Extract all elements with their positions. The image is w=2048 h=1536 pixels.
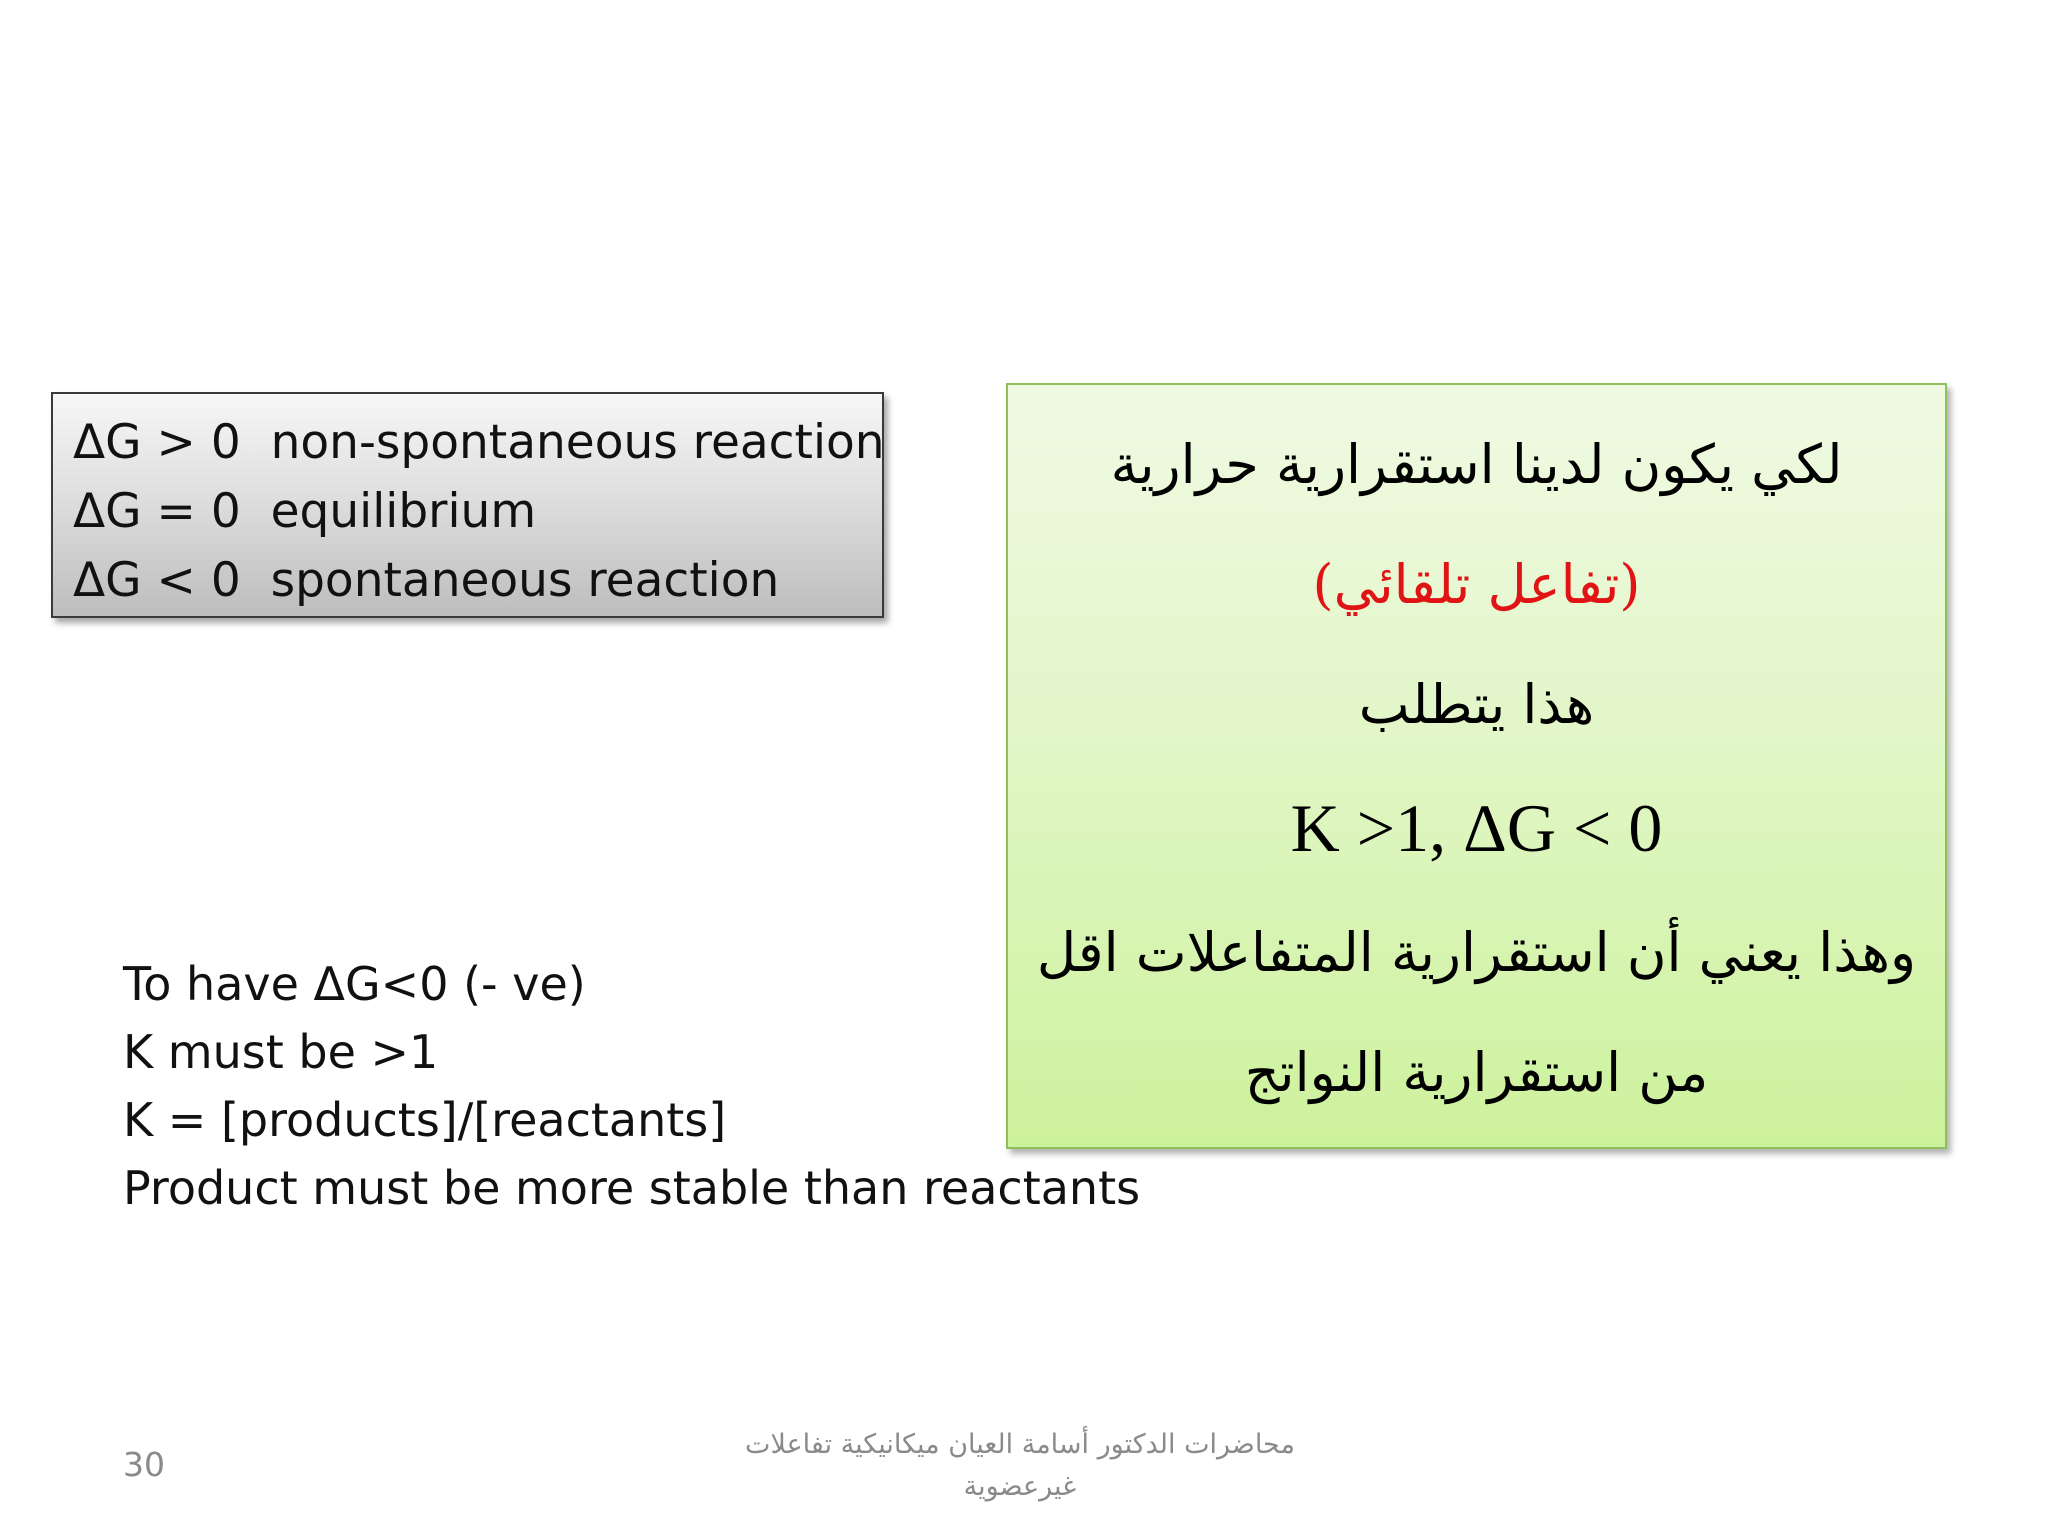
delta-g-summary-box	[51, 392, 884, 618]
note-line-k-definition: K = [products]/[reactants]	[123, 1093, 727, 1147]
footer-lecture-credit	[700, 1424, 1340, 1508]
delta-g-negative-line: ΔG < 0 spontaneous reaction	[73, 553, 780, 608]
formula-k-delta-g: K >1, ΔG < 0	[1290, 790, 1663, 866]
arabic-line-spontaneous-reaction: (تفاعل تلقائي)	[1312, 553, 1641, 616]
arabic-line-requires: هذا يتطلب	[1358, 673, 1595, 736]
arabic-line-product-stability: من استقرارية النواتج	[1244, 1041, 1709, 1104]
note-line-product-stability: Product must be more stable than reactants	[123, 1161, 1141, 1215]
arabic-line-thermal-stability: لكي يكون لدينا استقرارية حرارية	[1110, 433, 1843, 496]
footer-line-2: غيرعضوية	[963, 1471, 1077, 1502]
page-number: 30	[123, 1445, 165, 1484]
note-line-delta-g-negative: To have ΔG<0 (- ve)	[123, 957, 586, 1011]
delta-g-positive-line: ΔG > 0 non-spontaneous reaction	[73, 415, 885, 470]
arabic-line-reactant-stability: وهذا يعني أن استقرارية المتفاعلات اقل	[1036, 921, 1917, 984]
english-notes	[123, 950, 1223, 1222]
footer-line-1: محاضرات الدكتور أسامة العيان ميكانيكية تفاعلات	[745, 1429, 1295, 1460]
note-line-k-greater-one: K must be >1	[123, 1025, 439, 1079]
delta-g-zero-line: ΔG = 0 equilibrium	[73, 484, 537, 539]
